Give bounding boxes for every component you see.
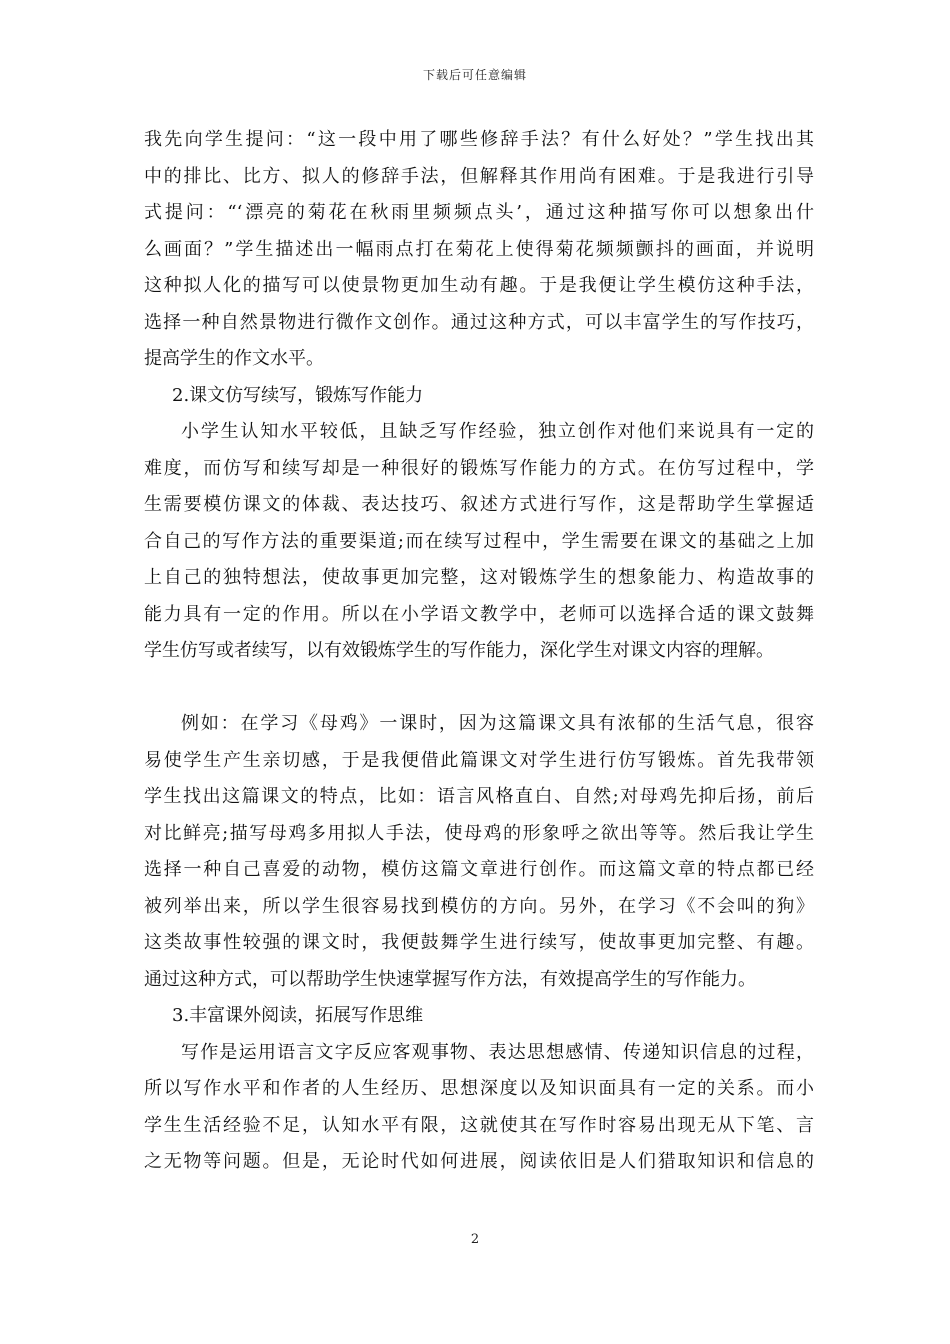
text-line: 合自己的写作方法的重要渠道;而在续写过程中，学生需要在课文的基础之上加 bbox=[144, 530, 814, 552]
text-line: 学生仿写或者续写，以有效锻炼学生的写作能力，深化学生对课文内容的理解。 bbox=[144, 640, 774, 661]
page-number: 2 bbox=[470, 1232, 480, 1247]
text-line: 小学生认知水平较低，且缺乏写作经验，独立创作对他们来说具有一定的 bbox=[181, 421, 814, 442]
text-line: 式提问：“‘漂亮的菊花在秋雨里频频点头’，通过这种描写你可以想象出什 bbox=[144, 202, 814, 223]
text-line: 对比鲜亮;描写母鸡多用拟人手法，使母鸡的形象呼之欲出等等。然后我让学生 bbox=[144, 822, 814, 844]
paragraph-spacer bbox=[144, 670, 814, 707]
text-line: 能力具有一定的作用。所以在小学语文教学中，老师可以选择合适的课文鼓舞 bbox=[144, 603, 814, 625]
text-line: 所以写作水平和作者的人生经历、思想深度以及知识面具有一定的关系。而小 bbox=[144, 1078, 814, 1099]
text-line: 生需要模仿课文的体裁、表达技巧、叙述方式进行写作，这是帮助学生掌握适 bbox=[144, 494, 814, 515]
text-line: 难度，而仿写和续写却是一种很好的锻炼写作能力的方式。在仿写过程中，学 bbox=[144, 457, 814, 479]
paragraph-1 bbox=[144, 122, 814, 378]
text-line: 写作是运用语言文字反应客观事物、表达思想感情、传递知识信息的过程， bbox=[181, 1041, 814, 1063]
section-heading-2: 2.课文仿写续写，锻炼写作能力 bbox=[172, 384, 424, 406]
page-header: 下载后可任意编辑 bbox=[422, 68, 527, 82]
text-line: 么画面？”学生描述出一幅雨点打在菊花上使得菊花频频颤抖的画面，并说明 bbox=[144, 238, 814, 260]
text-line: 选择一种自己喜爱的动物，模仿这篇文章进行创作。而这篇文章的特点都已经 bbox=[144, 859, 814, 880]
text-line: 中的排比、比方、拟人的修辞手法，但解释其作用尚有困难。于是我进行引导 bbox=[144, 165, 814, 187]
text-line: 上自己的独特想法，使故事更加完整，这对锻炼学生的想象能力、构造故事的 bbox=[144, 567, 814, 588]
text-line: 学生生活经验不足，认知水平有限，这就使其在写作时容易出现无从下笔、言 bbox=[144, 1114, 814, 1136]
text-line: 我先向学生提问：“这一段中用了哪些修辞手法？有什么好处？”学生找出其 bbox=[144, 129, 814, 150]
section-heading-3: 3.丰富课外阅读，拓展写作思维 bbox=[172, 1005, 424, 1026]
text-line: 易使学生产生亲切感，于是我便借此篇课文对学生进行仿写锻炼。首先我带领 bbox=[144, 749, 814, 771]
paragraph-4 bbox=[144, 1035, 814, 1181]
text-line: 例如：在学习《母鸡》一课时，因为这篇课文具有浓郁的生活气息，很容 bbox=[181, 713, 814, 734]
text-line: 学生找出这篇课文的特点，比如：语言风格直白、自然;对母鸡先抑后扬，前后 bbox=[144, 786, 814, 807]
text-line: 选择一种自然景物进行微作文创作。通过这种方式，可以丰富学生的写作技巧， bbox=[144, 311, 814, 333]
paragraph-2 bbox=[144, 414, 814, 670]
text-line: 之无物等问题。但是，无论时代如何进展，阅读依旧是人们猎取知识和信息的 bbox=[144, 1151, 814, 1172]
text-line: 被列举出来，所以学生很容易找到模仿的方向。另外，在学习《不会叫的狗》 bbox=[144, 895, 814, 917]
text-line: 这种拟人化的描写可以使景物更加生动有趣。于是我便让学生模仿这种手法， bbox=[144, 275, 814, 296]
document-body bbox=[144, 122, 814, 1181]
text-line: 提高学生的作文水平。 bbox=[144, 348, 324, 369]
text-line: 这类故事性较强的课文时，我便鼓舞学生进行续写，使故事更加完整、有趣。 bbox=[144, 932, 814, 953]
paragraph-3 bbox=[144, 706, 814, 998]
text-line: 通过这种方式，可以帮助学生快速掌握写作方法，有效提高学生的写作能力。 bbox=[144, 968, 756, 990]
